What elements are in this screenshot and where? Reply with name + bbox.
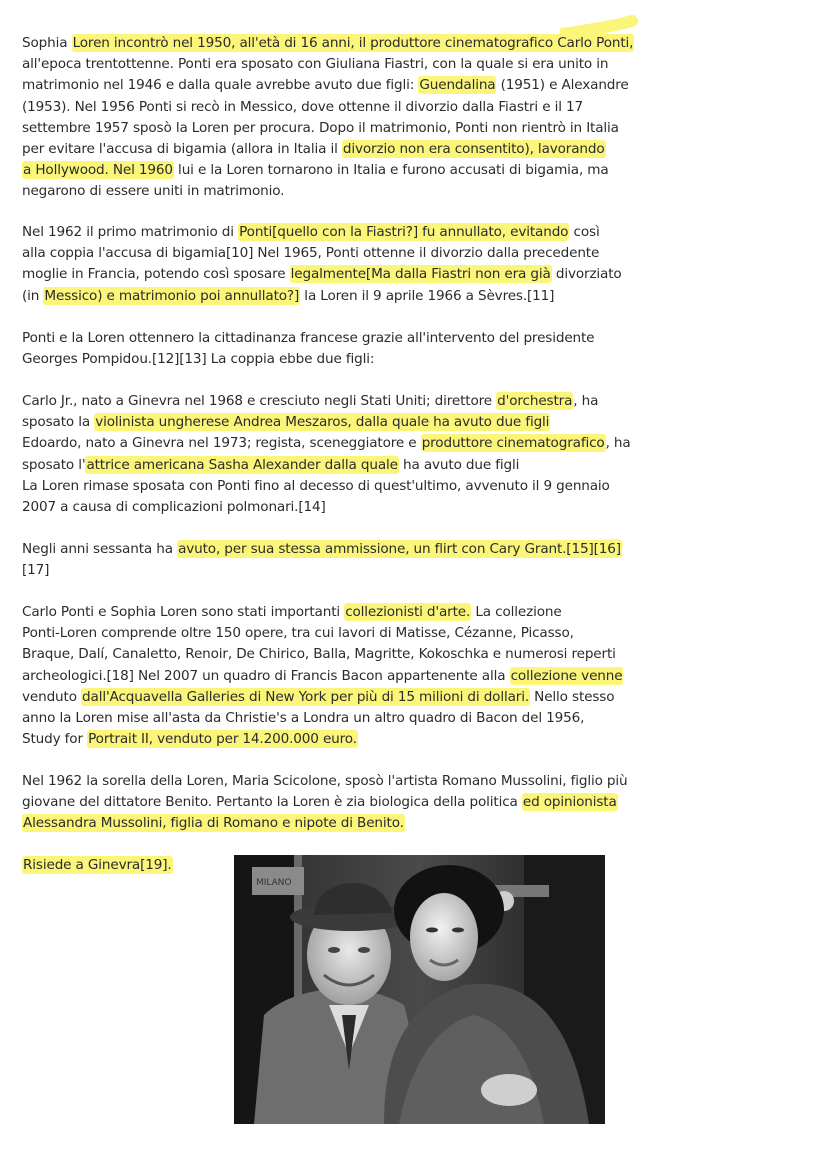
photo-sign: MILANO — [256, 878, 292, 888]
highlighted-text: Risiede a Ginevra[19]. — [23, 857, 172, 873]
text-line: giovane del dittatore Benito. Pertanto la Loren è zia biologica della politica ed opinionista — [22, 794, 617, 811]
text-line: alla coppia l'accusa di bigamia[10] Nel 1965, Ponti ottenne il divorzio dalla precedente — [22, 245, 600, 262]
paragraph-art-collection — [22, 602, 623, 750]
highlighted-text: produttore cinematografico — [421, 435, 605, 452]
highlighted-text: avuto, per sua stessa ammissione, un flirt con Cary Grant.[15][16] — [178, 541, 621, 557]
text-line: Carlo Ponti e Sophia Loren sono stati importanti collezionisti d'arte. La collezione — [22, 604, 562, 620]
highlighted-text: collezionisti d'arte. — [345, 604, 471, 620]
text-line: venduto dall'Acquavella Galleries di New York per più di 15 milioni di dollari. Nello stesso — [22, 688, 615, 705]
text-line: Nel 1962 il primo matrimonio di Ponti[quello con la Fiastri?] fu annullato, evitando così — [22, 224, 600, 240]
text-line: La Loren rimase sposata con Ponti fino al decesso di quest'ultimo, avvenuto il 9 gennaio — [22, 477, 610, 494]
text-line: Ponti e la Loren ottennero la cittadinanza francese grazie all'intervento del presidente — [22, 330, 595, 346]
highlighted-text: d'orchestra — [497, 393, 573, 409]
text-line: archeologici.[18] Nel 2007 un quadro di Francis Bacon appartenente alla collezione venne — [22, 667, 623, 684]
text-line: Sophia Loren incontrò nel 1950, all'età di 16 anni, il produttore cinematografico Carlo Ponti, — [22, 35, 634, 51]
highlighted-text: Portrait II, venduto per 14.200.000 euro. — [88, 731, 357, 748]
text-line: per evitare l'accusa di bigamia (allora in Italia il divorzio non era consentito), lavorando — [22, 141, 605, 158]
highlighted-text: Guendalina — [419, 77, 496, 94]
text-line: Ponti-Loren comprende oltre 150 opere, tra cui lavori di Matisse, Cézanne, Picasso, — [22, 625, 574, 642]
highlighted-text: Alessandra Mussolini, figlia di Romano e nipote di Benito. — [23, 815, 404, 832]
paragraph-cary-grant — [22, 539, 621, 581]
couple-photo-drawing — [234, 855, 605, 1124]
highlighted-text: Messico) e matrimonio poi annullato?] — [44, 287, 300, 304]
text-line: Negli anni sessanta ha avuto, per sua stessa ammissione, un flirt con Cary Grant.[15][16] — [22, 541, 621, 557]
text-line: (in Messico) e matrimonio poi annullato?] la Loren il 9 aprile 1966 a Sèvres.[11] — [22, 287, 555, 304]
text-line: Braque, Dalí, Canaletto, Renoir, De Chirico, Balla, Magritte, Kokoschka e numerosi reperti — [22, 646, 616, 663]
paragraph-relationship — [22, 33, 634, 203]
highlighted-text: divorzio non era consentito), lavorando — [342, 141, 605, 158]
text-line: (1953). Nel 1956 Ponti si recò in Messico, dove ottenne il divorzio dalla Fiastri e il 17 — [22, 98, 584, 115]
highlighted-text: Loren incontrò nel 1950, all'età di 16 anni, il produttore cinematografico Carlo Ponti, — [72, 35, 634, 51]
text-line: sposato l'attrice americana Sasha Alexander dalla quale ha avuto due figli — [22, 456, 520, 473]
paragraph-children — [22, 391, 631, 518]
text-line: all'epoca trentottenne. Ponti era sposato con Giuliana Fiastri, con la quale si era unito in — [22, 56, 609, 73]
paragraph-citizenship — [22, 328, 612, 370]
highlighted-text: a Hollywood. Nel 1960 — [23, 162, 173, 179]
highlighted-text: attrice americana Sasha Alexander dalla quale — [86, 456, 398, 473]
text-line: Carlo Jr., nato a Ginevra nel 1968 e cresciuto negli Stati Uniti; direttore d'orchestra, ha — [22, 393, 599, 409]
highlighted-text: ed opinionista — [522, 794, 617, 811]
highlighted-text: Ponti[quello con la Fiastri?] fu annullato, evitando — [239, 224, 569, 240]
text-line: Georges Pompidou.[12][13] La coppia ebbe due figli: — [22, 351, 375, 368]
text-line: Edoardo, nato a Ginevra nel 1973; regista, sceneggiatore e produttore cinematografico, ha — [22, 435, 631, 452]
text-line: a Hollywood. Nel 1960 lui e la Loren tornarono in Italia e furono accusati di bigamia, ma — [23, 162, 609, 179]
paragraph-marriage — [22, 222, 622, 307]
paragraph-mussolini — [22, 771, 628, 835]
text-line: 2007 a causa di complicazioni polmonari.[14] — [22, 499, 326, 516]
highlighted-text: violinista ungherese Andrea Meszaros, dalla quale ha avuto due figli — [95, 414, 550, 431]
text-line: sposato la violinista ungherese Andrea Meszaros, dalla quale ha avuto due figli — [22, 414, 550, 431]
text-line: Nel 1962 la sorella della Loren, Maria Scicolone, sposò l'artista Romano Mussolini, figlio più — [22, 773, 628, 789]
text-line: settembre 1957 sposò la Loren per procura. Dopo il matrimonio, Ponti non rientrò in Italia — [22, 119, 619, 136]
text-line: matrimonio nel 1946 e dalla quale avrebbe avuto due figli: Guendalina (1951) e Alexandre — [22, 77, 629, 94]
highlighted-text: legalmente[Ma dalla Fiastri non era già — [290, 266, 551, 283]
highlighted-text: collezione venne — [510, 667, 623, 684]
text-line: Study for Portrait II, venduto per 14.200.000 euro. — [22, 731, 357, 748]
highlighted-text: dall'Acquavella Galleries di New York per più di 15 milioni di dollari. — [82, 688, 530, 705]
text-line: [17] — [22, 562, 50, 579]
text-line — [22, 813, 612, 834]
couple-photo — [234, 855, 605, 1124]
text-line: moglie in Francia, potendo così sposare legalmente[Ma dalla Fiastri non era già divorziato — [22, 266, 622, 283]
text-line: negarono di essere uniti in matrimonio. — [22, 183, 285, 200]
text-line: anno la Loren mise all'asta da Christie's a Londra un altro quadro di Bacon del 1956, — [22, 710, 585, 727]
